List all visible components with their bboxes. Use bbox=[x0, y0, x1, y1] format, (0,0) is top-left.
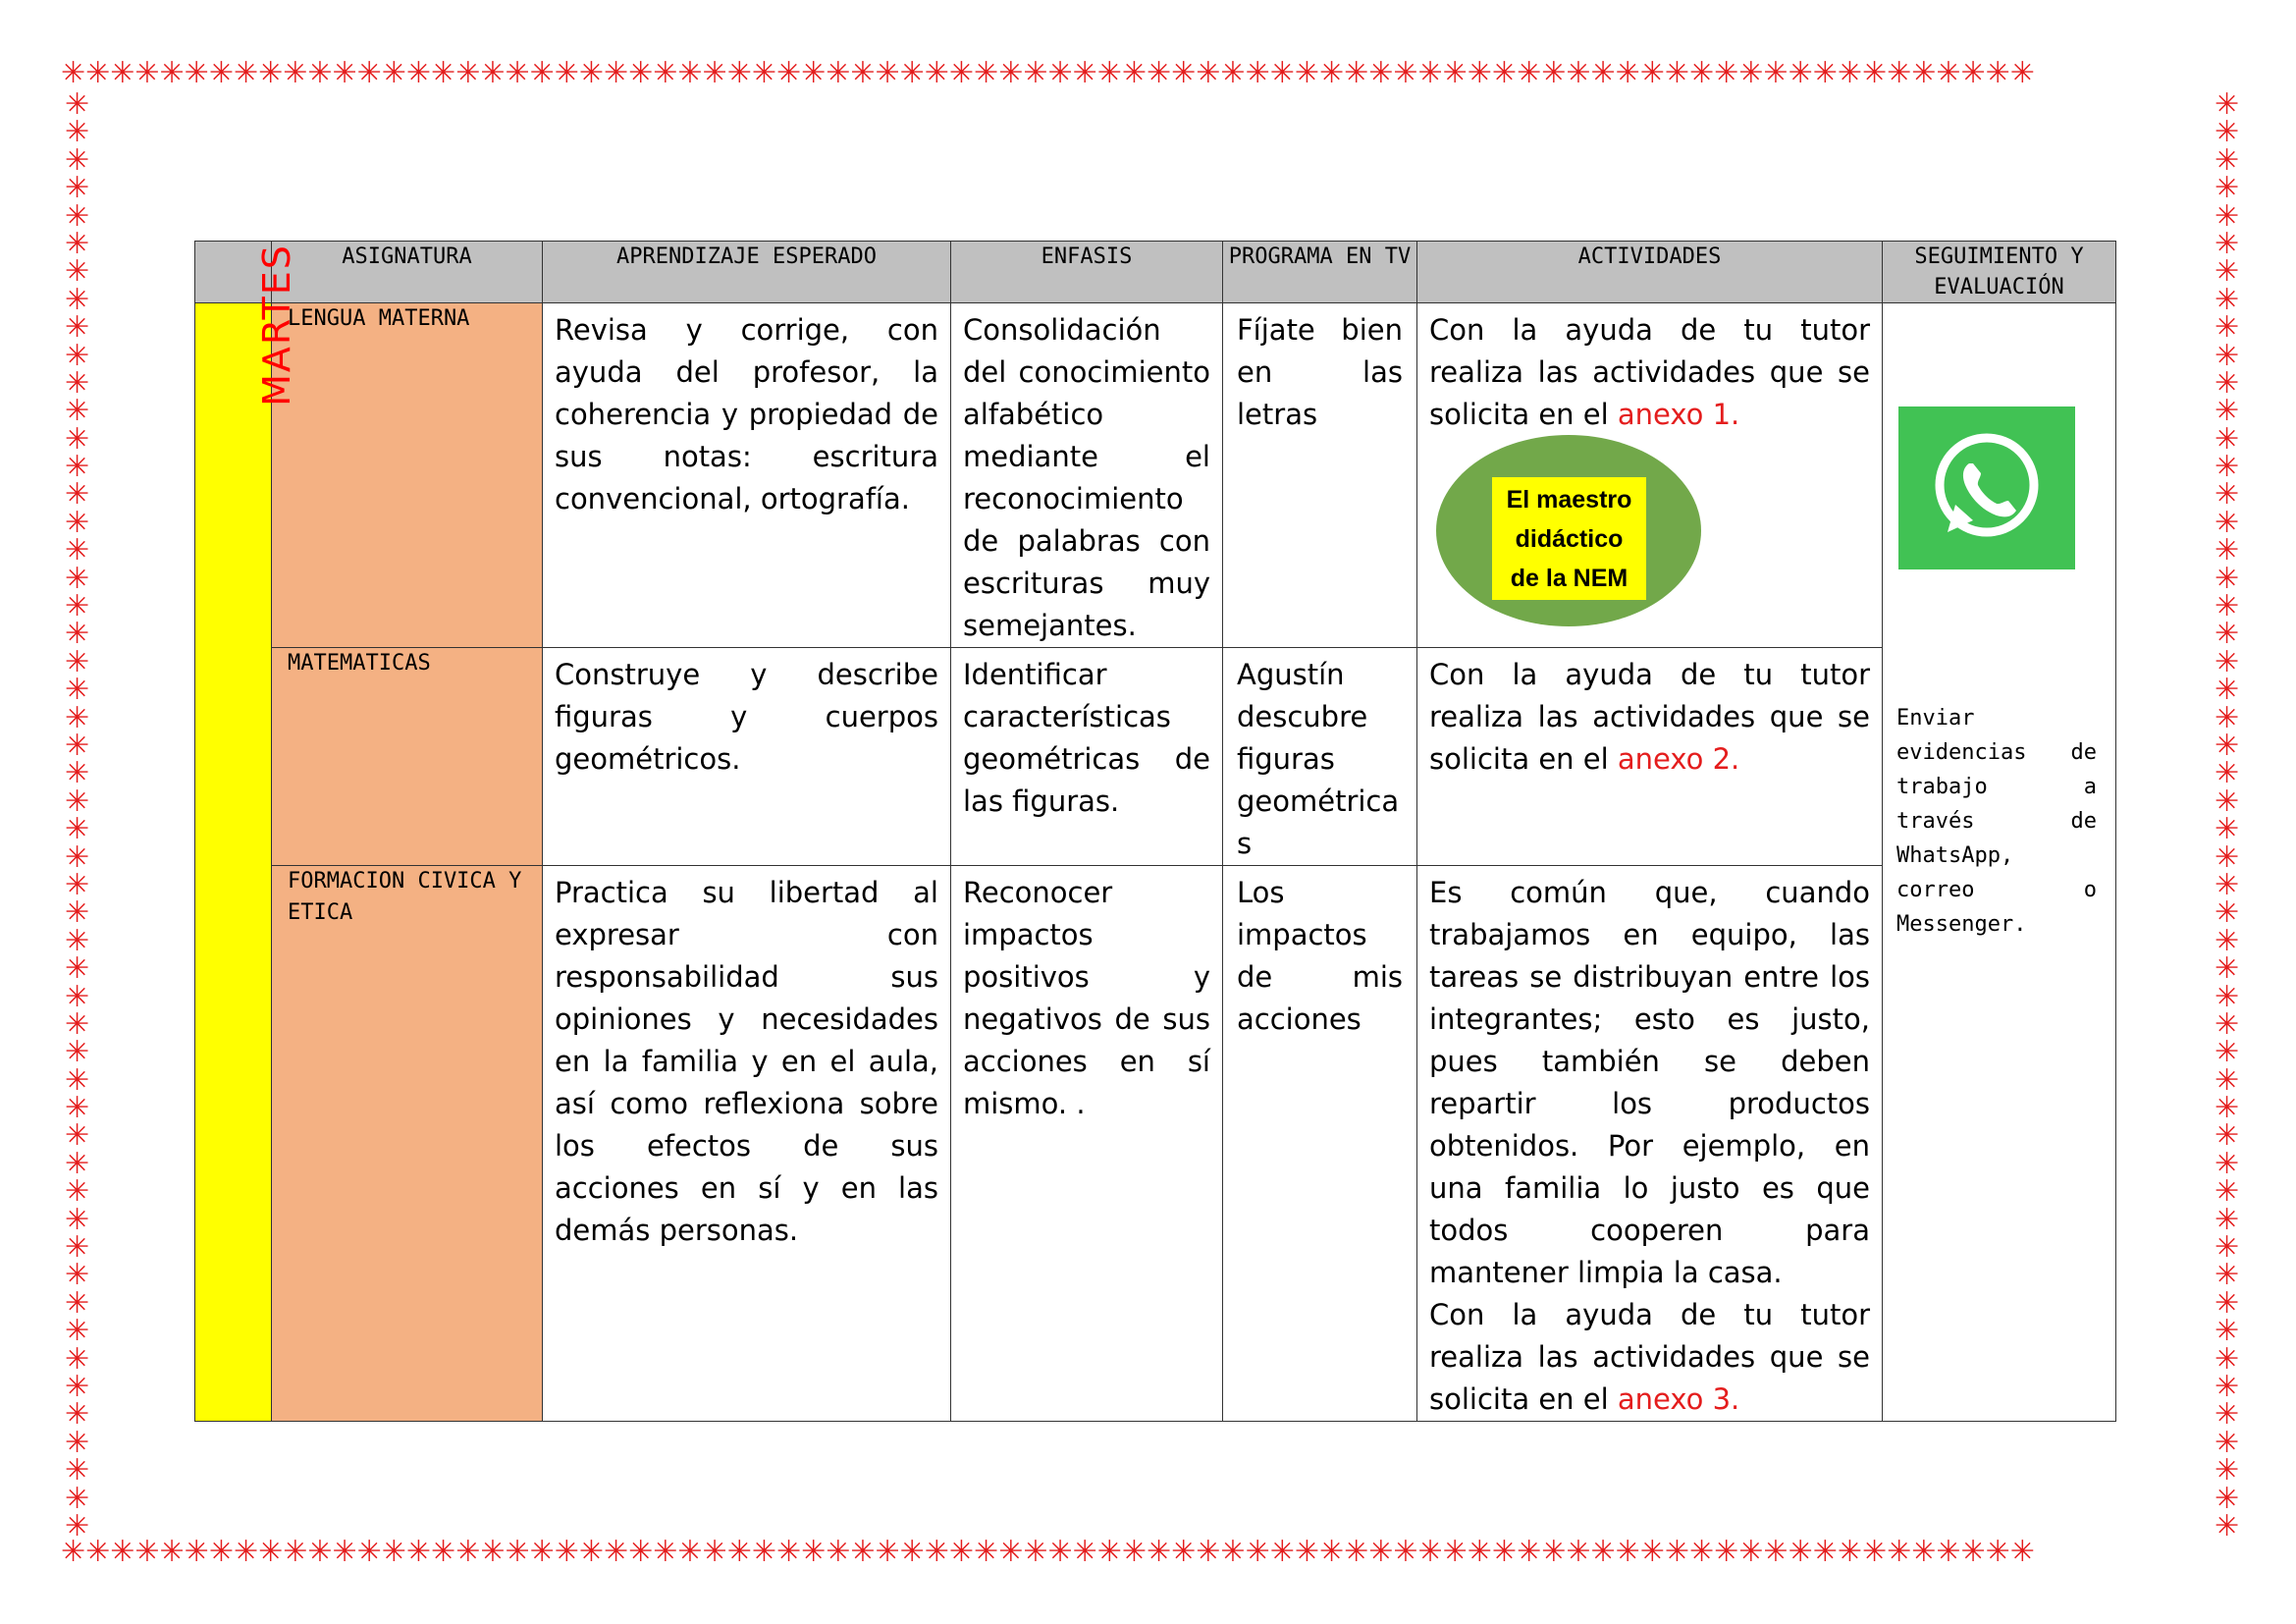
enfasis-cell bbox=[951, 303, 1223, 648]
header-programa: PROGRAMA EN TV bbox=[1223, 242, 1417, 303]
subject-cell bbox=[272, 648, 543, 866]
day-cell bbox=[195, 244, 298, 1422]
stamp-label bbox=[1492, 477, 1646, 600]
actividades-cell bbox=[1417, 648, 1883, 866]
star-border-right: ✳ ✳ ✳ ✳ ✳ ✳ ✳ ✳ ✳ ✳ ✳ ✳ ✳ ✳ ✳ ✳ ✳ ✳ ✳ ✳ ✳ ✳ ✳ ✳ ✳ ✳ ✳ ✳ ✳ ✳ ✳ ✳ ✳ ✳ ✳ ✳ ✳ ✳ ✳ ✳ ✳ ✳ ✳ ✳ ✳ ✳ ✳ ✳ ✳ ✳ ✳ ✳ bbox=[2215, 90, 2240, 1540]
anexo-link[interactable]: anexo 2. bbox=[1617, 742, 1740, 776]
actividades-text bbox=[1417, 303, 1882, 436]
actividades-instruction: Con la ayuda de tu tutor realiza las actividades que se solicita en el bbox=[1429, 313, 1870, 431]
subject-label: LENGUA MATERNA bbox=[288, 306, 470, 331]
programa-text: Agustín descubre figuras geométrica s bbox=[1237, 658, 1400, 860]
actividades-instruction: Con la ayuda de tu tutor realiza las actividades que se solicita en el bbox=[1429, 658, 1870, 776]
stamp-line-2: didáctico bbox=[1515, 524, 1624, 553]
star-border-left: ✳ ✳ ✳ ✳ ✳ ✳ ✳ ✳ ✳ ✳ ✳ ✳ ✳ ✳ ✳ ✳ ✳ ✳ ✳ ✳ ✳ ✳ ✳ ✳ ✳ ✳ ✳ ✳ ✳ ✳ ✳ ✳ ✳ ✳ ✳ ✳ ✳ ✳ ✳ ✳ ✳ ✳ ✳ ✳ ✳ ✳ ✳ ✳ ✳ ✳ ✳ ✳ bbox=[65, 90, 90, 1540]
header-seguimiento: SEGUIMIENTO Y EVALUACIÓN bbox=[1883, 242, 2116, 303]
enfasis-text: Consolidación del conocimiento alfabético mediante el reconocimiento de palabras con escrituras muy semejantes. bbox=[963, 313, 1210, 642]
star-border-top: ✳✳✳✳✳✳✳✳✳✳✳✳✳✳✳✳✳✳✳✳✳✳✳✳✳✳✳✳✳✳✳✳✳✳✳✳✳✳✳✳✳✳✳✳✳✳✳✳✳✳✳✳✳✳✳✳✳✳✳✳✳✳✳✳✳✳✳✳✳✳✳✳✳✳✳✳✳✳✳✳ bbox=[61, 59, 2035, 90]
table-row bbox=[195, 866, 2116, 1422]
aprendizaje-text: Construye y describe figuras y cuerpos geométricos. bbox=[555, 658, 938, 776]
seguimiento-text: Enviar evidencias de trabajo a través de WhatsApp, correo o Messenger. bbox=[1896, 706, 2097, 937]
subject-label: FORMACION CIVICA Y ETICA bbox=[288, 869, 522, 925]
subject-cell bbox=[272, 303, 543, 648]
header-asignatura: ASIGNATURA bbox=[272, 242, 543, 303]
header-enfasis: ENFASIS bbox=[951, 242, 1223, 303]
aprendizaje-cell bbox=[543, 303, 951, 648]
header-aprendizaje: APRENDIZAJE ESPERADO bbox=[543, 242, 951, 303]
day-label: MARTES bbox=[254, 244, 298, 406]
stamp-badge bbox=[1436, 435, 1701, 626]
table-row bbox=[195, 648, 2116, 866]
subject-cell bbox=[272, 866, 543, 1422]
subject-label: MATEMATICAS bbox=[288, 651, 431, 676]
actividades-instruction: Con la ayuda de tu tutor realiza las actividades que se solicita en el bbox=[1429, 1298, 1870, 1416]
aprendizaje-cell bbox=[543, 648, 951, 866]
aprendizaje-text: Revisa y corrige, con ayuda del profesor, la coherencia y propiedad de sus notas: escritura convencional, ortografía. bbox=[555, 313, 938, 515]
enfasis-text: Identificar características geométricas de las figuras. bbox=[963, 658, 1210, 818]
whatsapp-logo-icon bbox=[1898, 406, 2075, 569]
enfasis-text: Reconocer impactos positivos y negativos de sus acciones en sí mismo. . bbox=[963, 876, 1210, 1120]
star-border-bottom: ✳✳✳✳✳✳✳✳✳✳✳✳✳✳✳✳✳✳✳✳✳✳✳✳✳✳✳✳✳✳✳✳✳✳✳✳✳✳✳✳✳✳✳✳✳✳✳✳✳✳✳✳✳✳✳✳✳✳✳✳✳✳✳✳✳✳✳✳✳✳✳✳✳✳✳✳✳✳✳✳ bbox=[61, 1538, 2035, 1569]
enfasis-cell bbox=[951, 648, 1223, 866]
actividades-text bbox=[1417, 648, 1882, 781]
programa-text: Fíjate bien en las letras bbox=[1237, 313, 1403, 431]
anexo-link[interactable]: anexo 3. bbox=[1617, 1382, 1740, 1416]
aprendizaje-cell bbox=[543, 866, 951, 1422]
actividades-cell bbox=[1417, 866, 1883, 1422]
programa-text: Los impactos de mis acciones bbox=[1237, 876, 1403, 1036]
aprendizaje-text: Practica su libertad al expresar con responsabilidad sus opiniones y necesidades en la familia y en el aula, así como reflexiona sobre los efectos de sus acciones en sí y en las demás personas. bbox=[555, 876, 938, 1247]
stamp-line-3: de la NEM bbox=[1510, 564, 1629, 592]
stamp-line-1: El maestro bbox=[1506, 485, 1632, 514]
enfasis-cell bbox=[951, 866, 1223, 1422]
lesson-plan-table bbox=[194, 241, 2116, 1422]
header-row bbox=[195, 242, 2116, 303]
programa-cell bbox=[1223, 866, 1417, 1422]
programa-cell bbox=[1223, 303, 1417, 648]
programa-cell bbox=[1223, 648, 1417, 866]
actividades-text bbox=[1417, 866, 1882, 1421]
header-actividades: ACTIVIDADES bbox=[1417, 242, 1883, 303]
anexo-link[interactable]: anexo 1. bbox=[1617, 398, 1740, 431]
actividades-intro: Es común que, cuando trabajamos en equipo, las tareas se distribuyan entre los integrantes; esto es justo, pues también se deben repartir los productos obtenidos. Por ejemplo, en una familia lo justo es que todos cooperen para mantener limpia la casa. bbox=[1429, 876, 1870, 1289]
table-row bbox=[195, 303, 2116, 648]
